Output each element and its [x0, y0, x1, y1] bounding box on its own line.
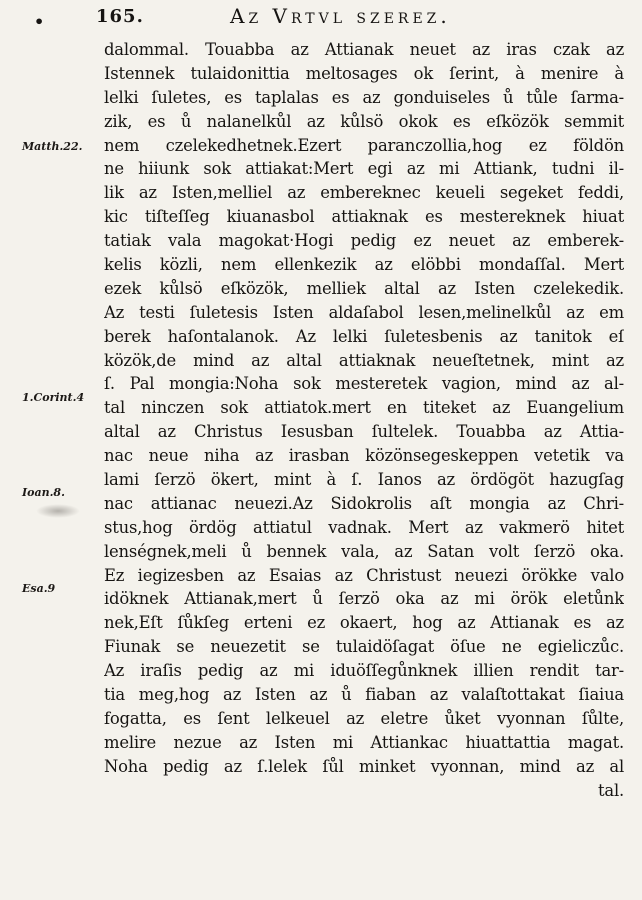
- text-line: Fiunak se neuezetit se tulaidöſagat öſue ne egieliczůc.: [104, 637, 624, 657]
- text-line: lami ſerzö ökert, mint à ſ. Ianos az ördögöt hazugſag: [104, 470, 624, 490]
- text-line: ne hiiunk sok attiakat:Mert egi az mi Attiank, tudni il-: [104, 159, 624, 179]
- text-line: nem czelekedhetnek.Ezert paranczollia,hog ez földön: [104, 135, 624, 155]
- text-line: lelki ſuletes, es taplalas es az gonduiseles ů tůle ſarma-: [104, 87, 624, 107]
- text-line: lenségnek,meli ů bennek vala, az Satan volt ſerzö oka.: [104, 541, 624, 561]
- text-line: ezek kůlsö eſközök, melliek altal az Isten czelekedik.: [104, 278, 624, 298]
- text-line: tia meg,hog az Isten az ů fiaban az valaſtottakat ſiaiua: [104, 685, 624, 705]
- text-line: nac neue niha az irasban közönsegeskeppen vetetik va: [104, 446, 624, 466]
- text-line: idöknek Attianak,mert ů ſerzö oka az mi örök eletůnk: [104, 589, 624, 609]
- ink-smudge: [36, 504, 80, 518]
- text-line: zik, es ů nalanelkůl az kůlsö okok es eſközök semmit: [104, 111, 624, 131]
- text-line: Ez iegizesben az Esaias az Christust neuezi örökke valo: [104, 565, 624, 585]
- margin-note-ioan: Ioan.8.: [22, 486, 65, 499]
- text-line: Istennek tulaidonittia meltosages ok ſerint, à menire à: [104, 63, 624, 83]
- text-line: Noha pedig az ſ.lelek ſůl minket vyonnan, mind az al: [104, 756, 624, 776]
- page-number: 165.: [96, 6, 144, 27]
- margin-note-esa: Esa.9: [22, 582, 56, 595]
- catchword: tal.: [597, 780, 624, 800]
- text-line: tal ninczen sok attiatok.mert en titeket az Euangelium: [104, 398, 624, 418]
- text-line: ſ. Pal mongia:Noha sok mesteretek vagion, mind az al-: [104, 374, 624, 394]
- text-line: stus,hog ördög attiatul vadnak. Mert az vakmerö hitet: [104, 517, 624, 537]
- text-line: Az iraſis pedig az mi iduöſſegůnknek illien rendit tar-: [104, 661, 624, 681]
- text-line: kelis közli, nem ellenkezik az elöbbi mondaſſal. Mert: [104, 255, 624, 275]
- margin-note-corint: 1.Corint.4: [22, 391, 85, 404]
- text-line: Az testi ſuletesis Isten aldaſabol lesen,melinelkůl az em: [104, 302, 624, 322]
- text-line: tatiak vala magokat·Hogi pedig ez neuet az emberek-: [104, 231, 624, 251]
- text-line: berek haſontalanok. Az lelki ſuletesbenis az tanitok eſ: [104, 326, 624, 346]
- text-line: melire nezue az Isten mi Attiankac hiuattattia magat.: [104, 732, 624, 752]
- text-line: közök,de mind az altal attiaknak neueſtetnek, mint az: [104, 350, 624, 370]
- margin-note-matth: Matth.22.: [22, 140, 83, 153]
- text-line: nek,Eſt ſůkſeg erteni ez okaert, hog az Attianak es az: [104, 613, 624, 633]
- text-line: nac attianac neuezi.Az Sidokrolis aſt mongia az Chri-: [104, 493, 624, 513]
- body-text: [104, 38, 624, 803]
- text-line: lik az Isten,melliel az embereknec keueli segeket feddi,: [104, 183, 624, 203]
- text-line: fogatta, es ſent lelkeuel az eletre ůket vyonnan ſůlte,: [104, 708, 624, 728]
- text-line: kic tiſteſſeg kiuanasbol attiaknak es mestereknek hiuat: [104, 207, 624, 227]
- text-line: altal az Christus Iesusban ſultelek. Touabba az Attia-: [104, 422, 624, 442]
- running-head: Az Vrtvl szerez.: [230, 4, 451, 28]
- bullet-mark: •: [34, 12, 45, 31]
- text-line: dalommal. Touabba az Attianak neuet az iras czak az: [104, 40, 624, 59]
